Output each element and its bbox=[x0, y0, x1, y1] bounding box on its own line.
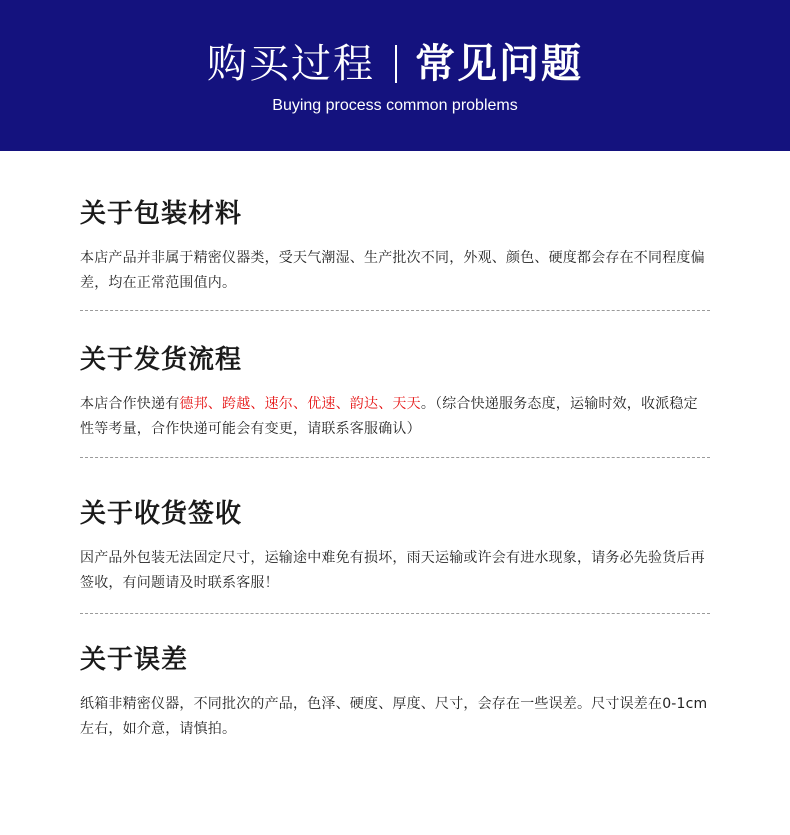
section-heading-tolerance: 关于误差 bbox=[80, 645, 189, 675]
section-heading-shipping: 关于发货流程 bbox=[80, 345, 243, 375]
header-title-bold: 常见问题 bbox=[415, 41, 583, 87]
dashed-divider bbox=[80, 457, 710, 458]
section-body-shipping bbox=[80, 392, 710, 442]
shipping-body-prefix: 本店合作快递有 bbox=[80, 396, 180, 412]
section-body-receipt: 因产品外包装无法固定尺寸，运输途中难免有损坏，雨天运输或许会有进水现象，请务必先验货后再签收，有问题请及时联系客服！ bbox=[80, 550, 705, 591]
section-body-tolerance: 纸箱非精密仪器，不同批次的产品，色泽、硬度、厚度、尺寸，会存在一些误差。尺寸误差在0-1cm左右，如介意，请慎拍。 bbox=[80, 696, 708, 737]
dashed-divider bbox=[80, 310, 710, 311]
header-title-light: 购买过程 bbox=[207, 41, 375, 87]
courier-list-highlight: 德邦、跨越、速尔、优速、韵达、天天 bbox=[179, 396, 421, 412]
section-receipt bbox=[80, 498, 710, 596]
header-banner bbox=[0, 0, 790, 151]
header-title-row bbox=[0, 40, 790, 88]
section-heading-receipt: 关于收货签收 bbox=[80, 499, 243, 529]
title-divider bbox=[395, 45, 397, 83]
section-heading-packaging: 关于包装材料 bbox=[80, 199, 243, 229]
section-shipping bbox=[80, 344, 710, 442]
dashed-divider bbox=[80, 613, 710, 614]
section-body-packaging: 本店产品并非属于精密仪器类，受天气潮湿、生产批次不同，外观、颜色、硬度都会存在不同程度偏差，均在正常范围值内。 bbox=[80, 250, 705, 291]
header-subtitle: Buying process common problems bbox=[272, 97, 518, 114]
section-tolerance bbox=[80, 644, 710, 742]
section-packaging bbox=[80, 198, 710, 296]
shipping-body-suffix: 。（综合快递服务态度，运输时效，收派稳定性等考量，合作快递可能会有变更，请联系客服确认） bbox=[80, 396, 698, 437]
